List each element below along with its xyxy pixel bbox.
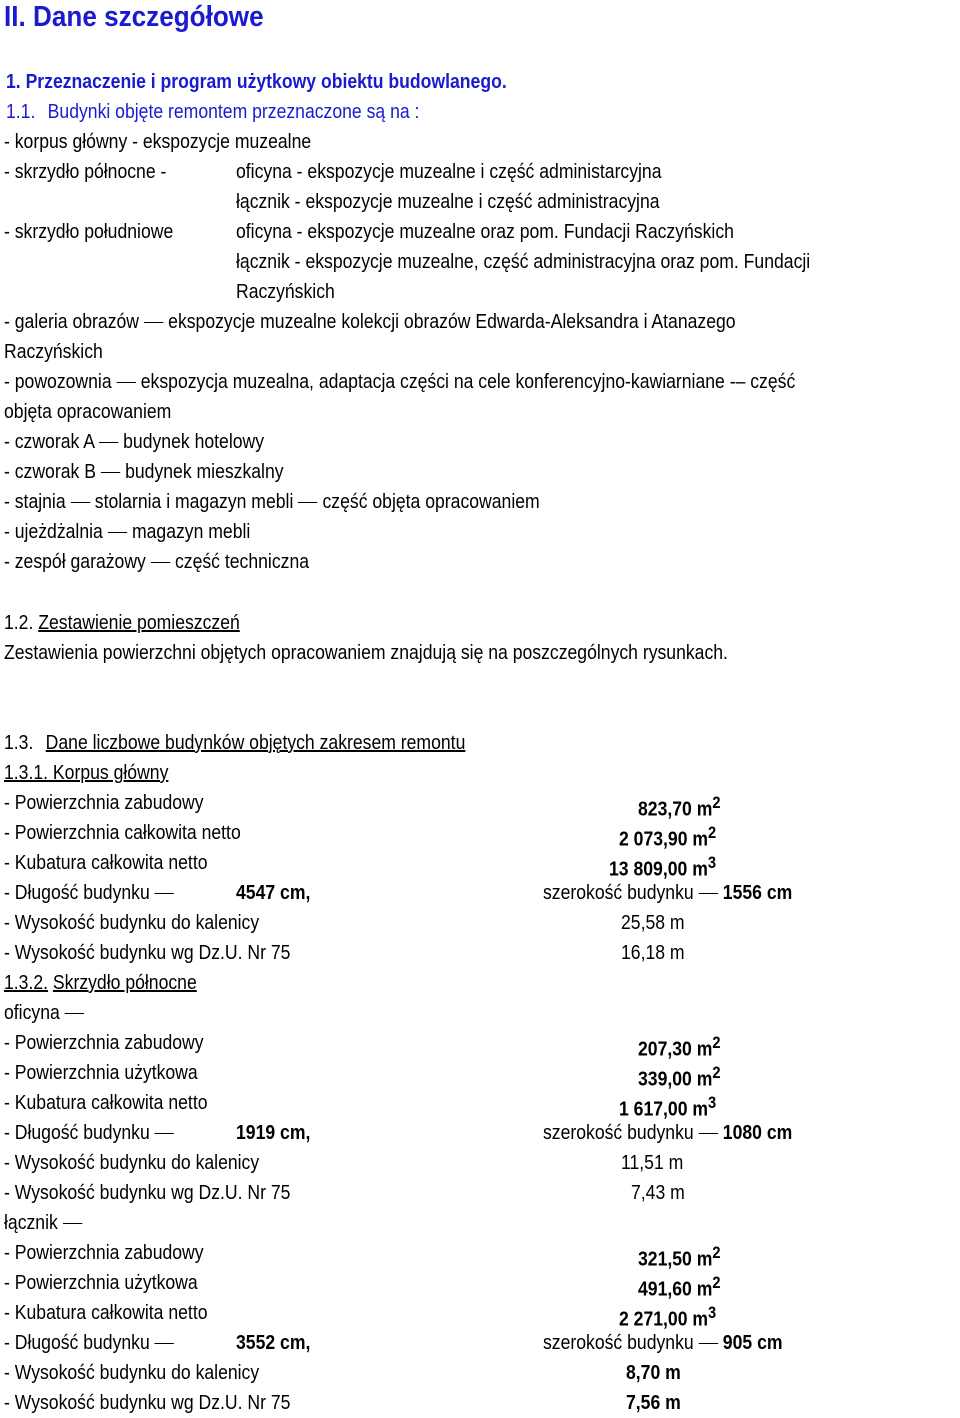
czworak-b-line: - czworak B budynek mieszkalny: [4, 461, 284, 483]
section-1-heading: 1. Przeznaczenie i program użytkowy obiektu budowlanego.: [6, 71, 507, 93]
dash-icon: [699, 1133, 718, 1134]
galeria-cont: Raczyńskich: [4, 341, 103, 363]
dash-icon: [144, 322, 163, 323]
lacznik-dzu-label: - Wysokość budynku wg Dz.U. Nr 75: [4, 1392, 291, 1414]
ujezdzalnia-line: - ujeżdżalnia magazyn mebli: [4, 521, 251, 543]
korpus-zabudowy-value: 823,70 $m^2$: [638, 793, 721, 821]
czworak-a-line: - czworak A budynek hotelowy: [4, 431, 265, 453]
lacznik-dzu-value: 7,56 m: [626, 1392, 681, 1414]
lacznik-dlugosc-label: - Długość budynku: [4, 1331, 174, 1355]
dash-icon: [155, 893, 174, 894]
powozownia-line: - powozownia ekspozycja muzealna, adaptacja części na cele konferencyjno-kawiarniane -– część: [4, 371, 796, 393]
korpus-kalenica-label: - Wysokość budynku do kalenicy: [4, 912, 260, 934]
korpus-dzu-label: - Wysokość budynku wg Dz.U. Nr 75: [4, 942, 291, 964]
dash-icon: [699, 893, 718, 894]
korpus-line: - korpus główny - ekspozycje muzealne: [4, 131, 312, 153]
lacznik-zabudowy-label: - Powierzchnia zabudowy: [4, 1242, 204, 1264]
lacznik-uzytkowa-value: 491,60 $m^2$: [638, 1273, 721, 1301]
section-1-1-heading: 1.1. Budynki objęte remontem przeznaczone są na :: [6, 101, 420, 123]
oficyna-uzytkowa-label: - Powierzchnia użytkowa: [4, 1062, 198, 1084]
lacznik-dlugosc-value: 3552 cm,: [236, 1332, 311, 1354]
oficyna-dlugosc-label: - Długość budynku: [4, 1121, 174, 1145]
korpus-calkowita-label: - Powierzchnia całkowita netto: [4, 822, 241, 844]
korpus-dzu-value: 16,18 m: [621, 942, 685, 964]
lacznik-szerokosc: szerokość budynku 905 cm: [543, 1332, 783, 1354]
oficyna-szerokosc: szerokość budynku 1080 cm: [543, 1122, 793, 1144]
oficyna-dzu-value: 7,43 m: [631, 1182, 685, 1204]
skrzydlo-poludniowe-lacznik: łącznik - ekspozycje muzealne, część administracyjna oraz pom. Fundacji: [236, 251, 811, 273]
skrzydlo-polnocne-label: - skrzydło północne -: [4, 161, 167, 183]
oficyna-dzu-label: - Wysokość budynku wg Dz.U. Nr 75: [4, 1182, 291, 1204]
oficyna-kubatura-value: 1 617,00 $m^3$: [619, 1093, 717, 1121]
oficyna-label: oficyna: [4, 1001, 84, 1025]
page-title: II. Dane szczegółowe: [4, 1, 264, 33]
section-1-3-1-heading: 1.3.1. Korpus główny: [4, 762, 169, 784]
dash-icon: [699, 1343, 718, 1344]
garaz-line: - zespół garażowy część techniczna: [4, 551, 310, 573]
galeria-line: - galeria obrazów ekspozycje muzealne kolekcji obrazów Edwarda-Aleksandra i Atanazego: [4, 311, 736, 333]
korpus-kubatura-label: - Kubatura całkowita netto: [4, 852, 208, 874]
oficyna-uzytkowa-value: 339,00 $m^2$: [638, 1063, 721, 1091]
oficyna-kubatura-label: - Kubatura całkowita netto: [4, 1092, 208, 1114]
skrzydlo-poludniowe-cont: Raczyńskich: [236, 281, 335, 303]
dash-icon: [155, 1133, 174, 1134]
section-1-2-heading: 1.2. Zestawienie pomieszczeń: [4, 612, 240, 634]
oficyna-dlugosc-value: 1919 cm,: [236, 1122, 311, 1144]
lacznik-kalenica-value: 8,70 m: [626, 1362, 681, 1384]
oficyna-zabudowy-label: - Powierzchnia zabudowy: [4, 1032, 204, 1054]
korpus-dlugosc-value: 4547 cm,: [236, 882, 311, 904]
section-1-3-2-heading: 1.3.2. Skrzydło północne: [4, 972, 197, 994]
stajnia-line: - stajnia stolarnia i magazyn mebli część objęta opracowaniem: [4, 491, 540, 513]
skrzydlo-poludniowe-oficyna: oficyna - ekspozycje muzealne oraz pom. Fundacji Raczyńskich: [236, 221, 734, 243]
skrzydlo-polnocne-lacznik: łącznik - ekspozycje muzealne i część administracyjna: [236, 191, 660, 213]
dash-icon: [65, 1013, 84, 1014]
lacznik-kubatura-label: - Kubatura całkowita netto: [4, 1302, 208, 1324]
skrzydlo-poludniowe-label: - skrzydło południowe: [4, 221, 174, 243]
korpus-dlugosc-label: - Długość budynku: [4, 881, 174, 905]
dash-icon: [117, 382, 136, 383]
lacznik-kubatura-value: 2 271,00 $m^3$: [619, 1303, 717, 1331]
dash-icon: [155, 1343, 174, 1344]
dash-icon: [298, 502, 317, 503]
lacznik-label: łącznik: [4, 1211, 82, 1235]
lacznik-kalenica-label: - Wysokość budynku do kalenicy: [4, 1362, 260, 1384]
skrzydlo-polnocne-oficyna: oficyna - ekspozycje muzealne i część administarcyjna: [236, 161, 662, 183]
korpus-szerokosc: szerokość budynku 1556 cm: [543, 882, 793, 904]
korpus-calkowita-value: 2 073,90 $m^2$: [619, 823, 717, 851]
dash-icon: [101, 472, 120, 473]
korpus-kalenica-value: 25,58 m: [621, 912, 685, 934]
oficyna-kalenica-label: - Wysokość budynku do kalenicy: [4, 1152, 260, 1174]
dash-icon: [99, 442, 118, 443]
korpus-kubatura-value: 13 809,00 $m^3$: [609, 853, 717, 881]
dash-icon: [63, 1223, 82, 1224]
section-1-3-heading: 1.3. Dane liczbowe budynków objętych zakresem remontu: [4, 732, 466, 754]
dash-icon: [71, 502, 90, 503]
oficyna-zabudowy-value: 207,30 $m^2$: [638, 1033, 721, 1061]
section-1-2-text: Zestawienia powierzchni objętych opracowaniem znajdują się na poszczególnych rysunkach.: [4, 642, 728, 664]
powozownia-cont: objęta opracowaniem: [4, 401, 172, 423]
oficyna-kalenica-value: 11,51 m: [621, 1152, 684, 1174]
dash-icon: [151, 562, 170, 563]
lacznik-uzytkowa-label: - Powierzchnia użytkowa: [4, 1272, 198, 1294]
korpus-zabudowy-label: - Powierzchnia zabudowy: [4, 792, 204, 814]
lacznik-zabudowy-value: 321,50 $m^2$: [638, 1243, 721, 1271]
dash-icon: [108, 532, 127, 533]
